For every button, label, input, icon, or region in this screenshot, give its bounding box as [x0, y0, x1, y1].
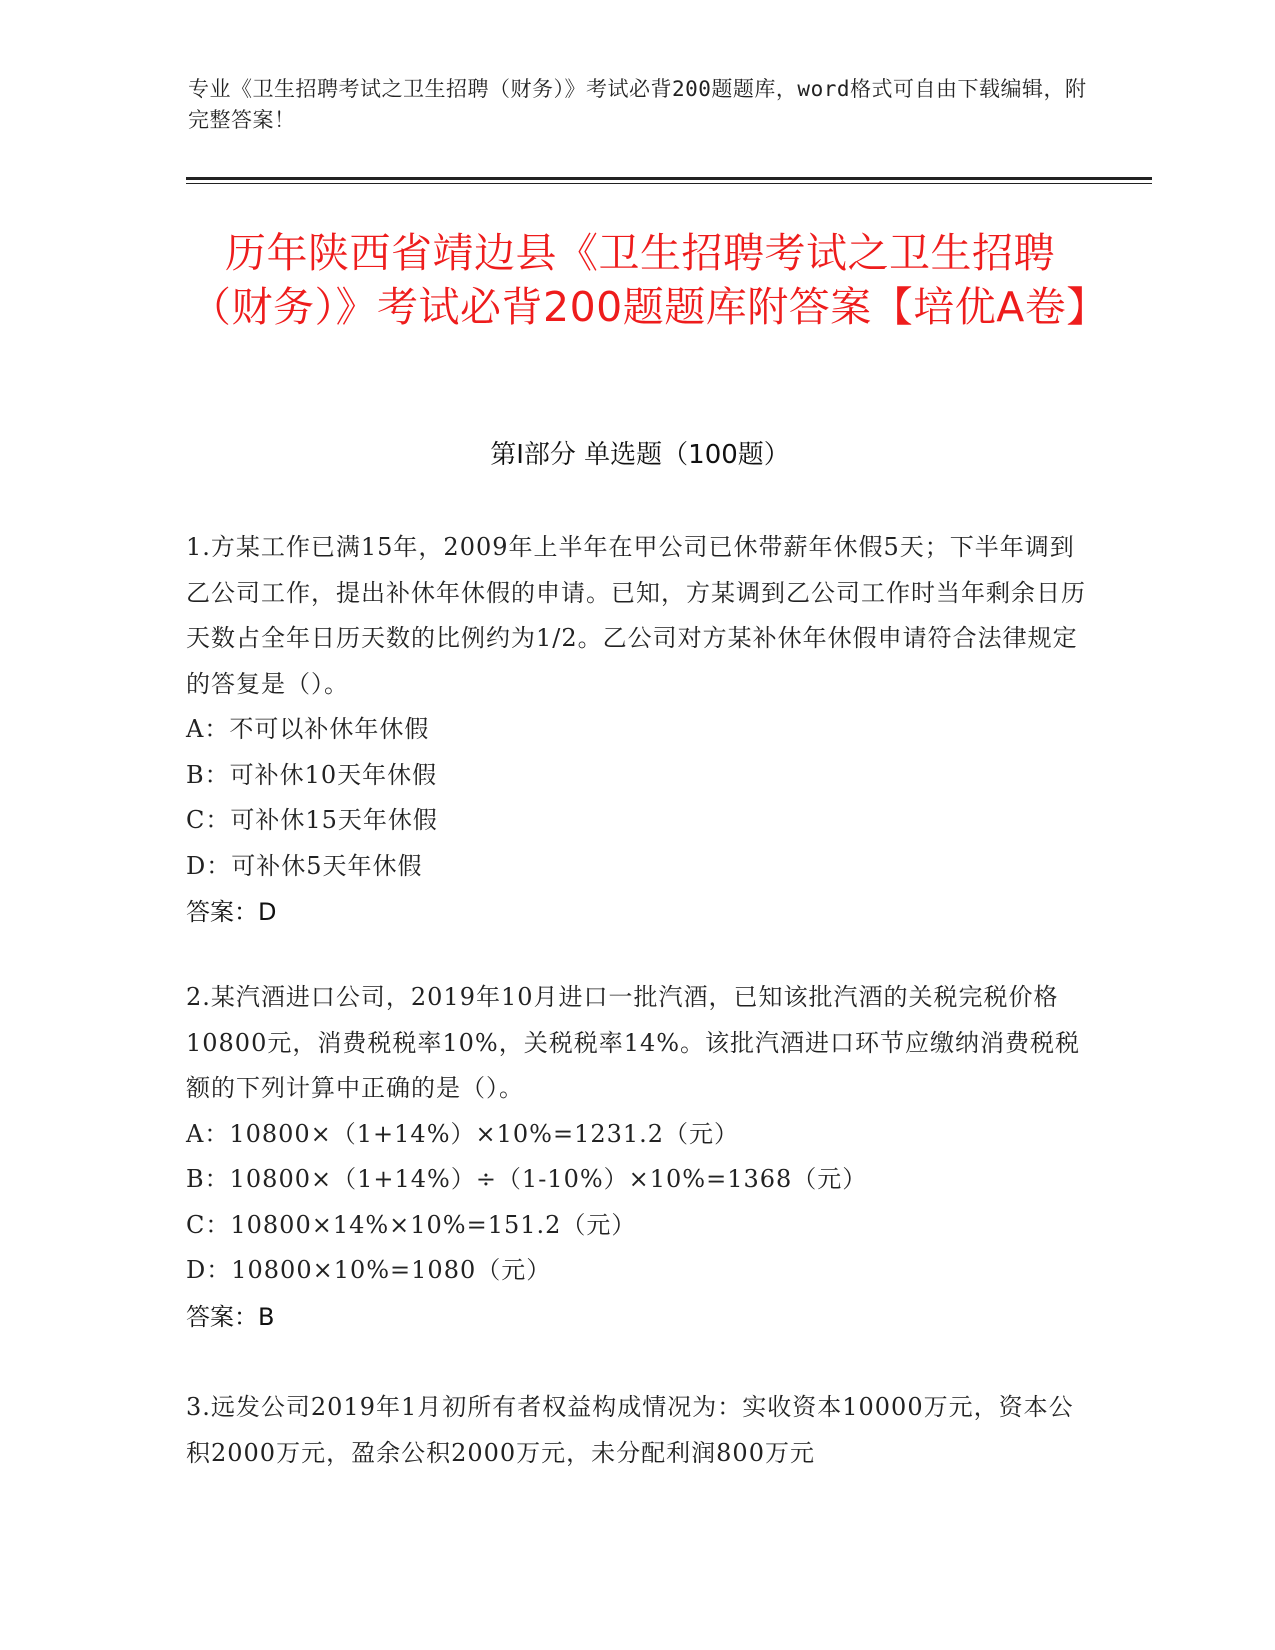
- header-note: 专业《卫生招聘考试之卫生招聘（财务）》考试必背200题题库，word格式可自由下载编辑，附完整答案！: [188, 77, 1087, 132]
- option-d: D：可补休5天年休假: [186, 851, 423, 880]
- header-divider-thin: [186, 183, 1152, 184]
- option-a: A：不可以补休年休假: [186, 715, 430, 743]
- question-stem: 1.方某工作已满15年，2009年上半年在甲公司已休带薪年休假5天；下半年调到乙公司工作，提出补休年休假的申请。已知，方某调到乙公司工作时当年剩余日历天数占全年日历天数的比例约为1/2。乙公司对方某补休年休假申请符合法律规定的答复是（）。: [186, 533, 1086, 698]
- question-1: [186, 525, 1086, 935]
- question-2: [186, 975, 1086, 1340]
- question-stem: 2.某汽酒进口公司，2019年10月进口一批汽酒，已知该批汽酒的关税完税价格10800元，消费税税率10%，关税税率14%。该批汽酒进口环节应缴纳消费税税额的下列计算中正确的是（）。: [186, 983, 1081, 1102]
- option-b: B：10800×（1+14%）÷（1-10%）×10%=1368（元）: [186, 1165, 868, 1193]
- document-title: 历年陕西省靖边县《卫生招聘考试之卫生招聘（财务）》考试必背200题题库附答案【培优A卷】: [190, 229, 1108, 331]
- answer-line: 答案：D: [186, 898, 277, 926]
- question-3: [186, 1385, 1086, 1476]
- header-divider-thick: [186, 177, 1152, 180]
- section-title: 第Ⅰ部分 单选题（100题）: [490, 440, 790, 470]
- option-d: D：10800×10%=1080（元）: [186, 1256, 552, 1284]
- option-c: C：可补休15天年休假: [186, 806, 438, 834]
- option-a: A：10800×（1+14%）×10%=1231.2（元）: [186, 1119, 740, 1148]
- option-b: B：可补休10天年休假: [186, 760, 438, 789]
- option-c: C：10800×14%×10%=151.2（元）: [186, 1210, 637, 1239]
- question-stem: 3.远发公司2019年1月初所有者权益构成情况为：实收资本10000万元，资本公积2000万元，盈余公积2000万元，未分配利润800万元: [186, 1393, 1074, 1467]
- answer-line: 答案：B: [186, 1302, 275, 1331]
